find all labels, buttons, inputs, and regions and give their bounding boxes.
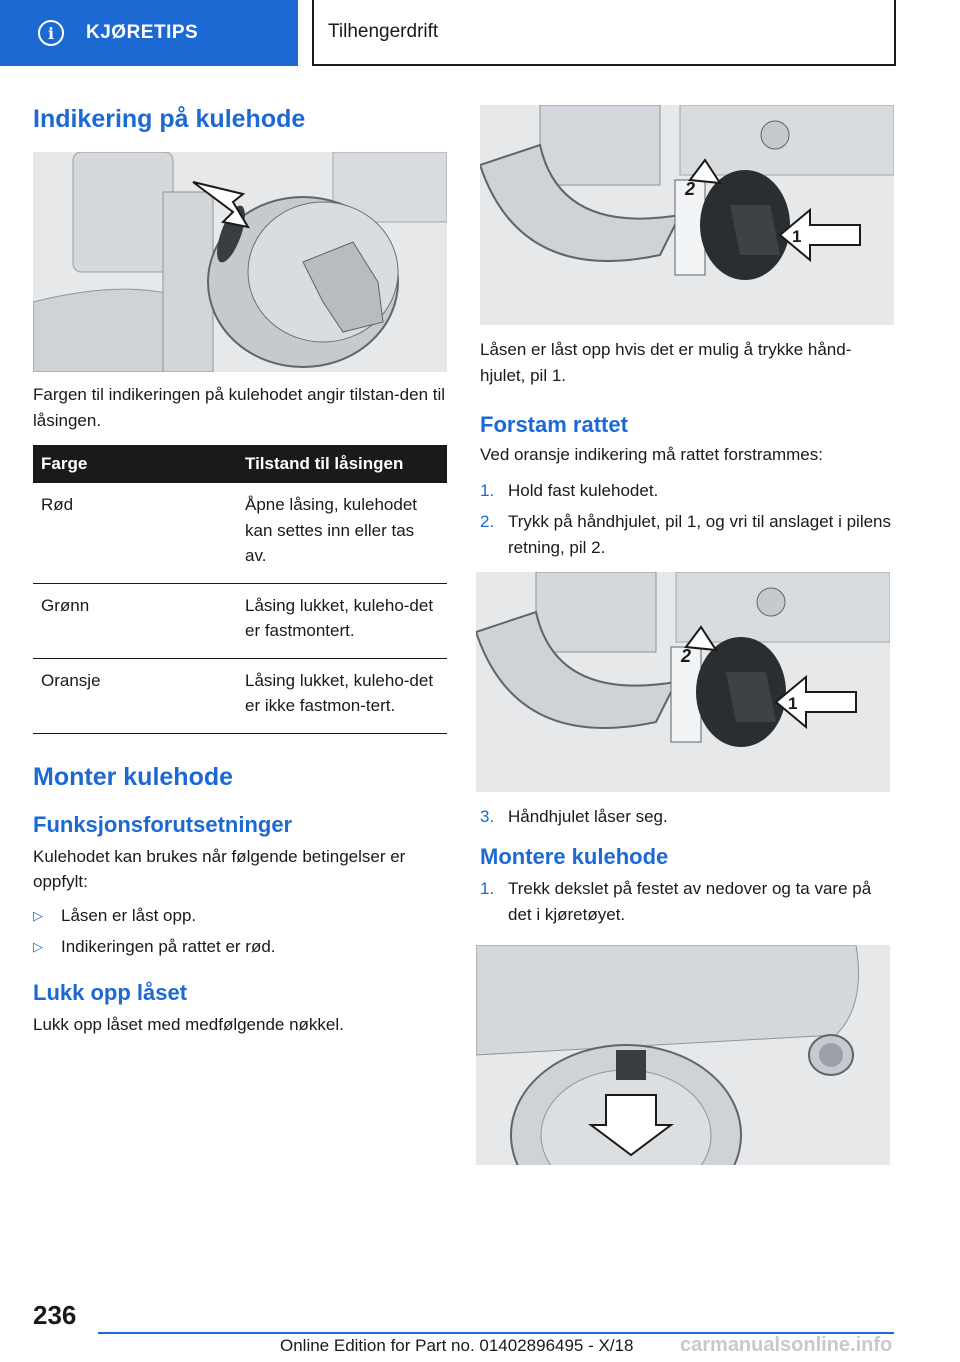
table-row [33,483,447,583]
info-icon: i [38,20,64,46]
figure-label-1: 1 [792,227,802,246]
table-cell-state: Låsing lukket, kuleho-det er fastmontert. [237,583,447,658]
section-label: Tilhengerdrift [328,21,439,42]
figure-handwheel-2 [476,572,890,792]
heading-indikering: Indikering på kulehode [33,105,306,133]
list-item: 1. Trekk dekslet på festet av nedover og ta vare på det i kjøretøyet. [480,879,872,924]
list-item: 2. Trykk på håndhjulet, pil 1, og vri til anslaget i pilens retning, pil 2. [480,512,892,557]
heading-monter: Monter kulehode [33,762,234,791]
table-row [33,583,447,658]
sub3-text: Ved oransje indikering må rattet forstrammes: [480,445,823,465]
table-header-color: Farge [33,445,237,483]
list-item: ▷ Indikeringen på rattet er rød. [33,934,447,960]
table-header-state: Tilstand til låsingen [237,445,447,483]
figure-bumper [476,945,890,1165]
handwheel-illustration-2 [476,572,890,792]
intro-text: Fargen til indikeringen på kulehodet angir tilstan-den til låsingen. [33,385,446,430]
caption-handwheel: Låsen er låst opp hvis det er mulig å trykke hånd-hjulet, pil 1. [480,340,852,385]
chapter-label: KJØRETIPS [86,22,199,43]
heading-funksjonsforutsetninger: Funksjonsforutsetninger [33,811,293,837]
figure-label-2: 2 [685,179,696,199]
figure-handwheel-1 [480,105,894,325]
color-state-table [33,445,447,734]
figure-indicator [33,152,447,372]
list-item: 3. Håndhjulet låser seg. [480,807,668,827]
page-number: 236 [33,1300,77,1330]
heading-forstam: Forstam rattet [480,412,628,437]
section-tab [312,0,896,66]
figure-label-1: 1 [788,694,798,714]
indicator-illustration [33,152,447,372]
steps-list-2 [480,804,894,830]
steps-list-1 [480,478,894,561]
triangle-bullet-icon: ▷ [33,939,43,955]
table-header-row [33,445,447,483]
steps-list-3 [480,876,894,927]
sub2-text: Lukk opp låset med medfølgende nøkkel. [33,1015,344,1035]
watermark: carmanualsonline.info [680,1334,893,1356]
left-column [33,100,447,1038]
table-cell-color: Rød [33,483,237,583]
figure-label-2: 2 [681,646,692,667]
heading-montere: Montere kulehode [480,843,669,869]
bullet-list [33,903,447,960]
table-cell-color: Oransje [33,658,237,733]
page-header [0,0,960,66]
right-column [480,105,894,1165]
table-cell-color: Grønn [33,583,237,658]
table-row [33,658,447,733]
sub1-text: Kulehodet kan brukes når følgende betingelser er oppfylt: [33,846,406,892]
table-cell-state: Åpne låsing, kulehodet kan settes inn eller tas av. [237,483,447,583]
bumper-illustration [476,945,890,1165]
chapter-tab[interactable] [0,0,298,66]
triangle-bullet-icon: ▷ [33,907,43,923]
table-cell-state: Låsing lukket, kuleho-det er ikke fastmon-tert. [237,658,447,733]
list-item: ▷ Låsen er låst opp. [33,903,447,929]
page-footer [0,1290,960,1362]
list-item: 1. Hold fast kulehodet. [480,480,659,500]
heading-lukk-opp: Lukk opp låset [33,979,188,1005]
edition-text: Online Edition for Part no. 01402896495 - X/18 [280,1336,634,1355]
handwheel-illustration-1 [480,105,894,325]
